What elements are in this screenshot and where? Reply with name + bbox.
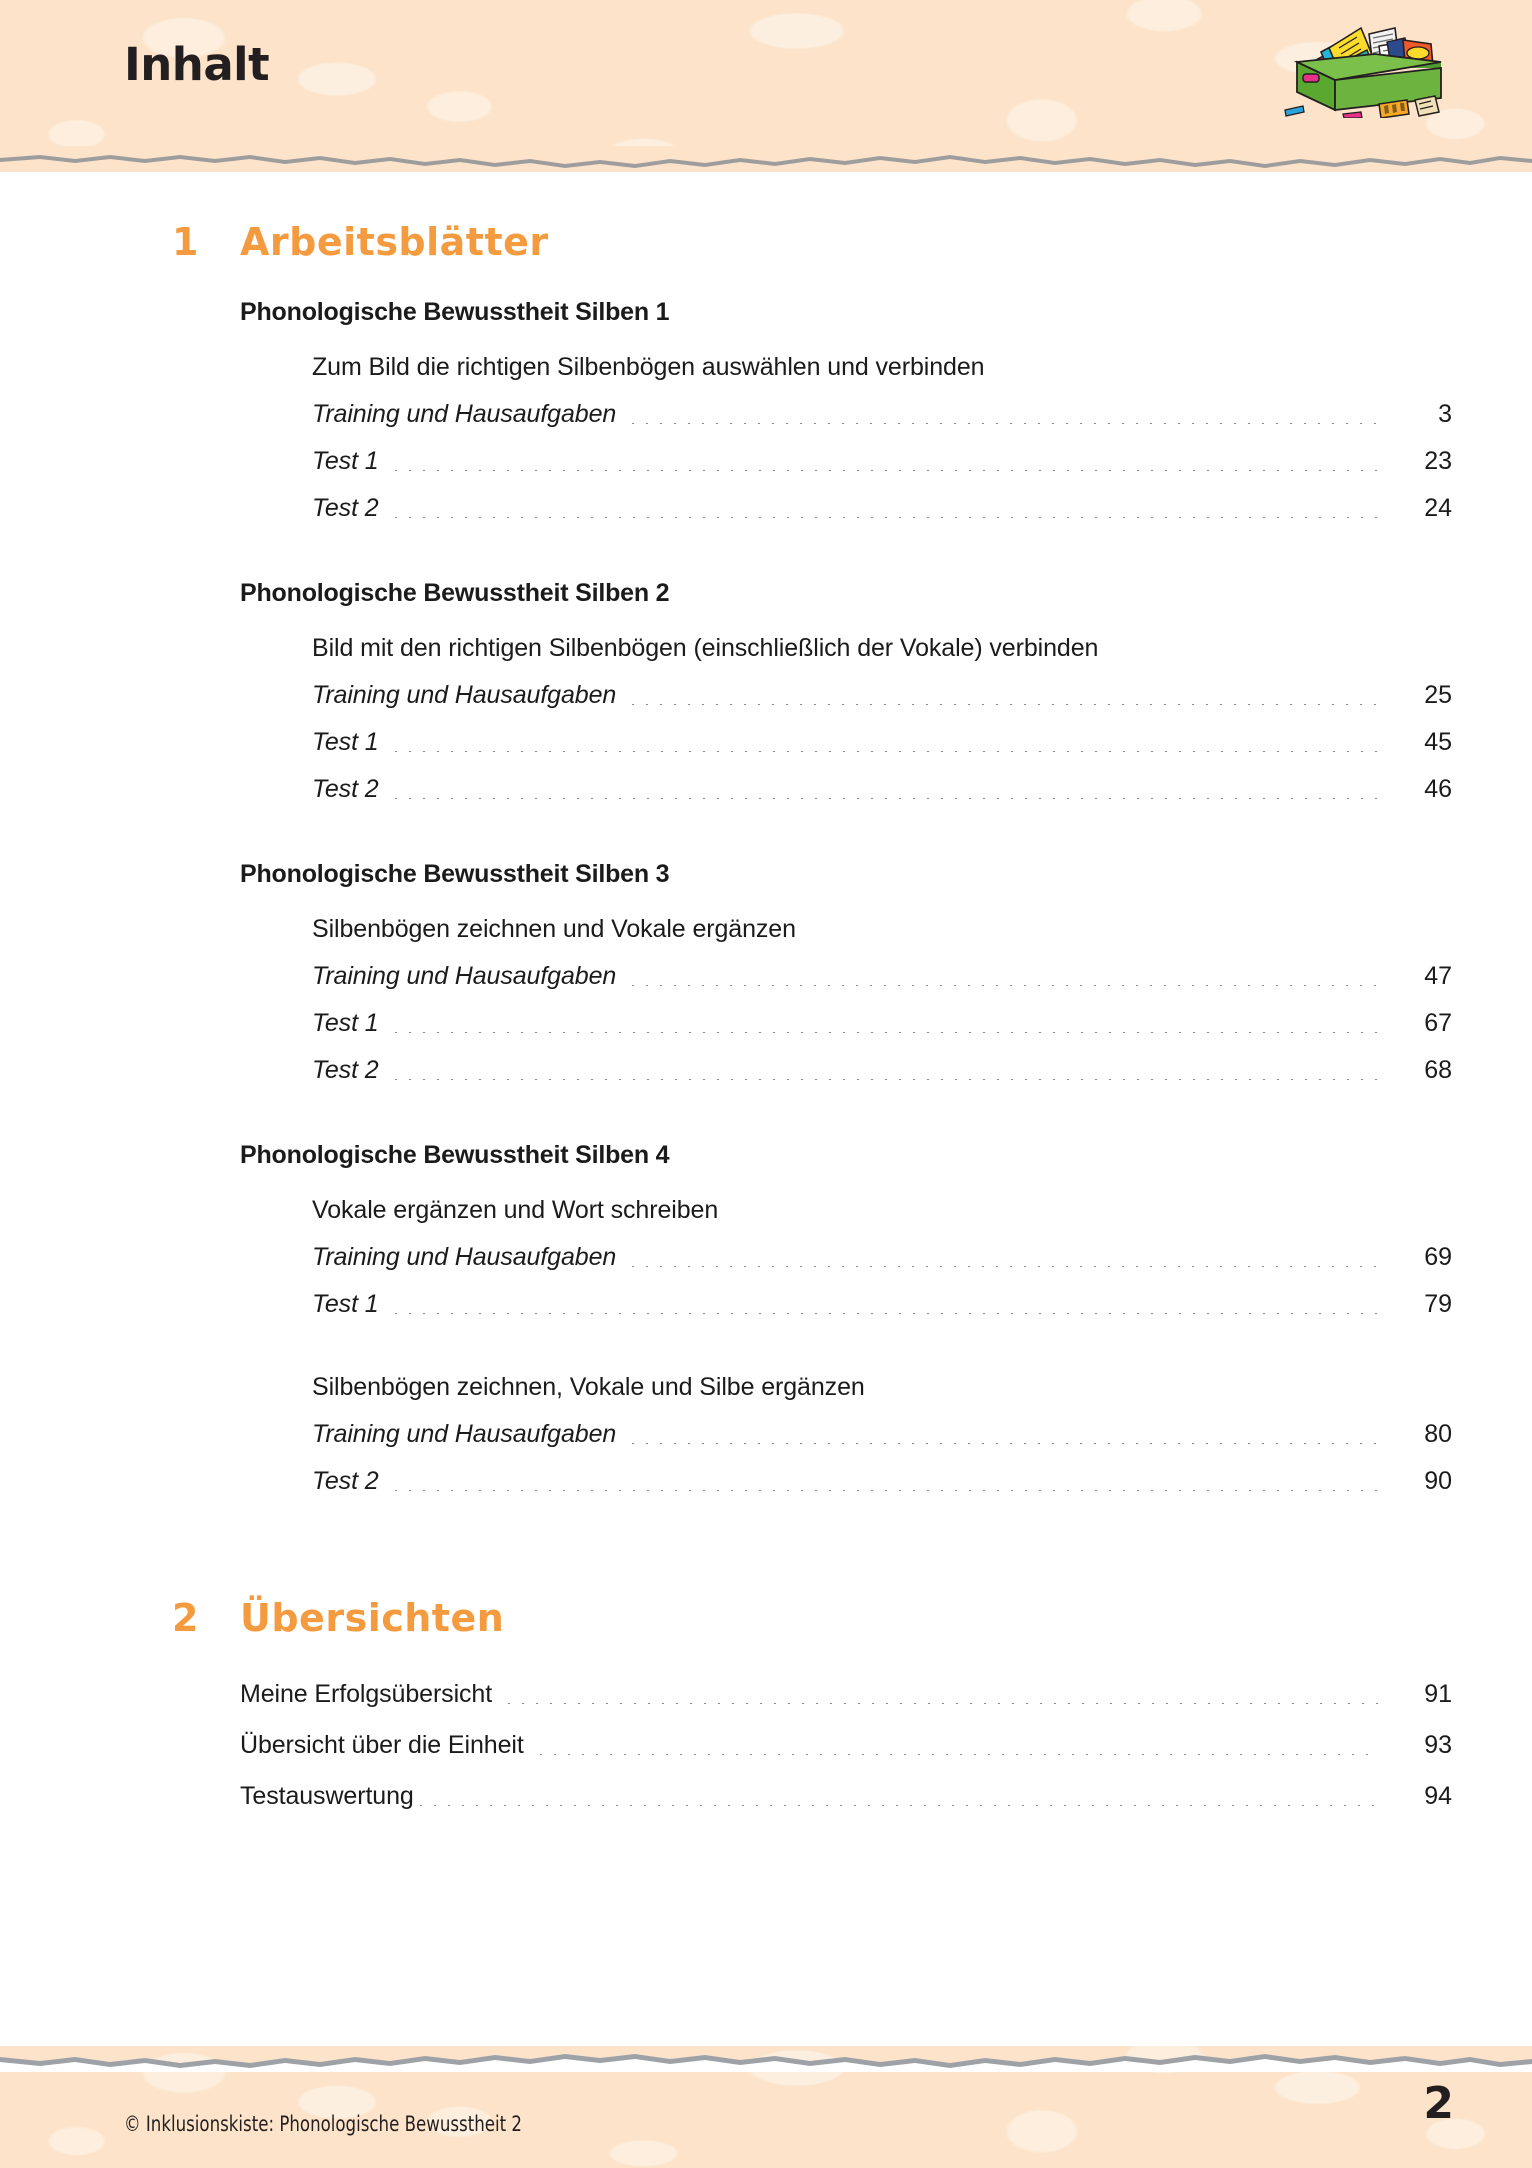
toc-entry-page: 91 [1424, 1680, 1452, 1708]
toc-entry-label: Meine Erfolgsübersicht [240, 1680, 493, 1708]
toc-entry-page: 68 [1424, 1056, 1452, 1084]
toc-entry-label: Übersicht über die Einheit [240, 1731, 524, 1759]
part-arbeitsblaetter [0, 172, 1532, 1496]
toc-dot-leader [389, 1490, 1380, 1491]
toc-entry[interactable] [0, 1782, 1532, 1811]
toc-dot-leader [626, 1443, 1380, 1444]
toc-entry[interactable] [0, 1009, 1532, 1038]
toc-entry[interactable] [0, 775, 1532, 804]
page-header [0, 0, 1532, 172]
page-footer [0, 2046, 1532, 2168]
part-uebersichten [0, 1596, 1532, 1811]
toc-dot-leader [389, 751, 1380, 752]
toc-entry[interactable] [0, 1467, 1532, 1496]
toc-entry[interactable] [0, 1290, 1532, 1319]
part-label: Arbeitsblätter [240, 220, 549, 264]
group-description: Zum Bild die richtigen Silbenbögen auswählen und verbinden [312, 353, 985, 381]
toc-entry-label: Training und Hausaufgaben [312, 1420, 617, 1448]
toc-entry[interactable] [0, 1243, 1532, 1272]
toc-entry-page: 67 [1424, 1009, 1452, 1037]
group-description: Silbenbögen zeichnen, Vokale und Silbe ergänzen [312, 1373, 865, 1401]
toc-entry-label: Training und Hausaufgaben [312, 681, 617, 709]
toc-entry[interactable] [0, 1680, 1532, 1709]
footer-copyright: © Inklusionskiste: Phonologische Bewusstheit 2 [124, 2112, 522, 2136]
toc-entry[interactable] [0, 494, 1532, 523]
group-description: Vokale ergänzen und Wort schreiben [312, 1196, 719, 1224]
toc-entry[interactable] [0, 447, 1532, 476]
overview-entries [0, 1680, 1532, 1811]
toc-dot-leader [389, 470, 1380, 471]
toc-dot-leader [626, 423, 1380, 424]
group-silben-2 [0, 579, 1532, 804]
toc-entry-page: 25 [1424, 681, 1452, 709]
page-title: Inhalt [124, 38, 270, 91]
footer-page-number: 2 [1423, 2078, 1454, 2129]
toc-entry-label: Test 2 [312, 1467, 379, 1495]
toc-entry-page: 93 [1424, 1731, 1452, 1759]
part-label: Übersichten [240, 1596, 505, 1640]
group-description: Bild mit den richtigen Silbenbögen (einschließlich der Vokale) verbinden [312, 634, 1099, 662]
group-title: Phonologische Bewusstheit Silben 1 [240, 298, 670, 326]
toc-entry-label: Testauswertung [240, 1782, 414, 1810]
group-silben-3 [0, 860, 1532, 1085]
toc-dot-leader [389, 1313, 1380, 1314]
toc-entry-page: 23 [1424, 447, 1452, 475]
part-number: 2 [172, 1596, 199, 1640]
toc-entry[interactable] [0, 1056, 1532, 1085]
toc-entry[interactable] [0, 681, 1532, 710]
toc-entry-page: 69 [1424, 1243, 1452, 1271]
toc-content [0, 172, 1532, 1811]
toc-entry-label: Test 1 [312, 447, 379, 475]
toc-entry-page: 3 [1438, 400, 1452, 428]
toc-entry-page: 46 [1424, 775, 1452, 803]
toc-dot-leader [534, 1754, 1380, 1755]
toc-dot-leader [389, 1079, 1380, 1080]
part-heading-1 [0, 220, 1532, 264]
toc-entry-page: 47 [1424, 962, 1452, 990]
toc-entry-page: 90 [1424, 1467, 1452, 1495]
torn-paper-edge-top [0, 2046, 1532, 2072]
toc-dot-leader [389, 798, 1380, 799]
toc-entry-label: Training und Hausaufgaben [312, 400, 617, 428]
toc-entry-label: Training und Hausaufgaben [312, 962, 617, 990]
toc-entry-label: Test 1 [312, 1290, 379, 1318]
toc-entry-label: Test 1 [312, 728, 379, 756]
toc-entry-page: 24 [1424, 494, 1452, 522]
group-title: Phonologische Bewusstheit Silben 3 [240, 860, 670, 888]
toc-entry[interactable] [0, 400, 1532, 429]
toc-dot-leader [389, 517, 1380, 518]
toc-dot-leader [414, 1805, 1380, 1806]
toc-entry-page: 79 [1424, 1290, 1452, 1318]
part-number: 1 [172, 220, 199, 264]
group-title: Phonologische Bewusstheit Silben 4 [240, 1141, 670, 1169]
toc-entry-page: 45 [1424, 728, 1452, 756]
toc-entry-label: Test 1 [312, 1009, 379, 1037]
part-heading-2 [0, 1596, 1532, 1640]
toc-entry[interactable] [0, 728, 1532, 757]
toc-dot-leader [389, 1032, 1380, 1033]
toc-dot-leader [626, 985, 1380, 986]
torn-paper-edge-bottom [0, 146, 1532, 172]
toc-dot-leader [626, 1266, 1380, 1267]
toc-entry-label: Test 2 [312, 494, 379, 522]
materials-box-logo [1283, 18, 1453, 118]
toc-entry[interactable] [0, 962, 1532, 991]
toc-dot-leader [502, 1703, 1380, 1704]
group-silben-1 [0, 298, 1532, 523]
toc-entry[interactable] [0, 1420, 1532, 1449]
toc-entry-label: Training und Hausaufgaben [312, 1243, 617, 1271]
toc-entry-label: Test 2 [312, 1056, 379, 1084]
group-description: Silbenbögen zeichnen und Vokale ergänzen [312, 915, 796, 943]
toc-entry-page: 94 [1424, 1782, 1452, 1810]
toc-dot-leader [626, 704, 1380, 705]
group-title: Phonologische Bewusstheit Silben 2 [240, 579, 670, 607]
toc-entry-page: 80 [1424, 1420, 1452, 1448]
group-silben-4 [0, 1141, 1532, 1496]
toc-entry[interactable] [0, 1731, 1532, 1760]
toc-entry-label: Test 2 [312, 775, 379, 803]
